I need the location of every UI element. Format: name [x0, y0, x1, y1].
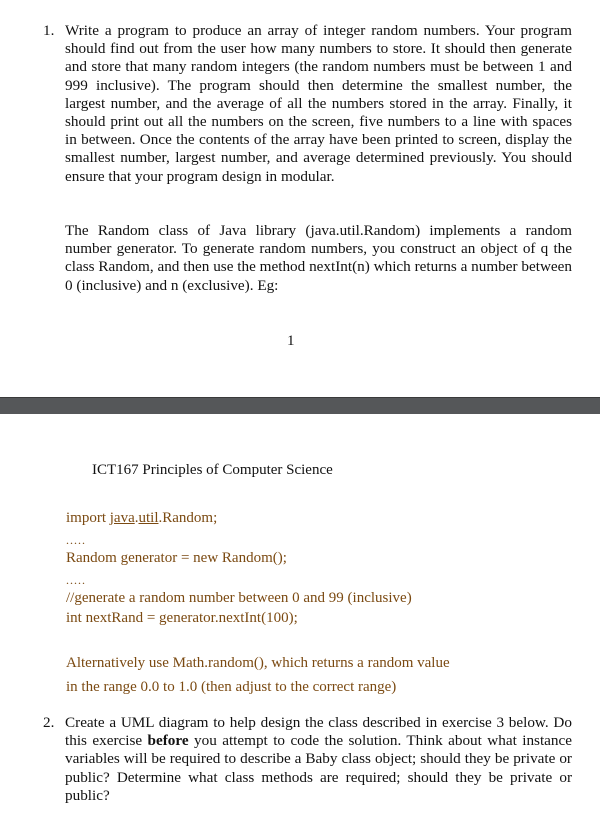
- code-import-util: util: [138, 510, 159, 526]
- code-new-random: Random generator = new Random();: [66, 550, 287, 566]
- emphasis-before: before: [147, 732, 189, 750]
- page-divider: [0, 397, 600, 414]
- code-ellipsis-2: .....: [66, 573, 86, 587]
- page-header: ICT167 Principles of Computer Science: [92, 462, 333, 478]
- code-next-int: int nextRand = generator.nextInt(100);: [66, 610, 298, 626]
- document-page-1: [0, 0, 600, 397]
- code-ellipsis-1: .....: [66, 533, 86, 547]
- code-import-line: import java.util.Random;: [66, 510, 218, 526]
- question-1-text: Write a program to produce an array of integer random numbers. Your program should find out from the user how many numbers to store. It should then generate and store that many random integers (the random numbers must be between 1 and 999 inclusive). The program should then determine the smallest number, the largest number, and the average of all the numbers stored in the array. Finally, it should print out all the numbers on the screen, five numbers to a line with spaces in between. Once the contents of the array have been printed to screen, display the smallest number, largest number, and average determined previously. You should ensure that your program design in modular.: [65, 22, 572, 185]
- document-page-2: [0, 414, 600, 817]
- code-alternative-line-2: in the range 0.0 to 1.0 (then adjust to the correct range): [66, 679, 397, 695]
- code-import-java: java: [109, 510, 135, 526]
- question-2-text: Create a UML diagram to help design the class described in exercise 3 below. Do this exercise before you attempt to code the solution. Think about what instance variables will be required to describe a Baby class object; should they be private or public? Determine what class methods are required; should they be private or public?: [65, 714, 572, 804]
- question-1-number: 1.: [43, 22, 55, 39]
- code-alternative-line-1: Alternatively use Math.random(), which returns a random value: [66, 655, 450, 671]
- code-comment: //generate a random number between 0 and 99 (inclusive): [66, 590, 412, 606]
- page-number: 1: [287, 333, 295, 349]
- random-class-paragraph: The Random class of Java library (java.util.Random) implements a random number generator. To generate random numbers, you construct an object of q the class Random, and then use the method nextInt(n) which returns a number between 0 (inclusive) and n (exclusive). Eg:: [65, 222, 572, 294]
- question-2-number: 2.: [43, 714, 55, 731]
